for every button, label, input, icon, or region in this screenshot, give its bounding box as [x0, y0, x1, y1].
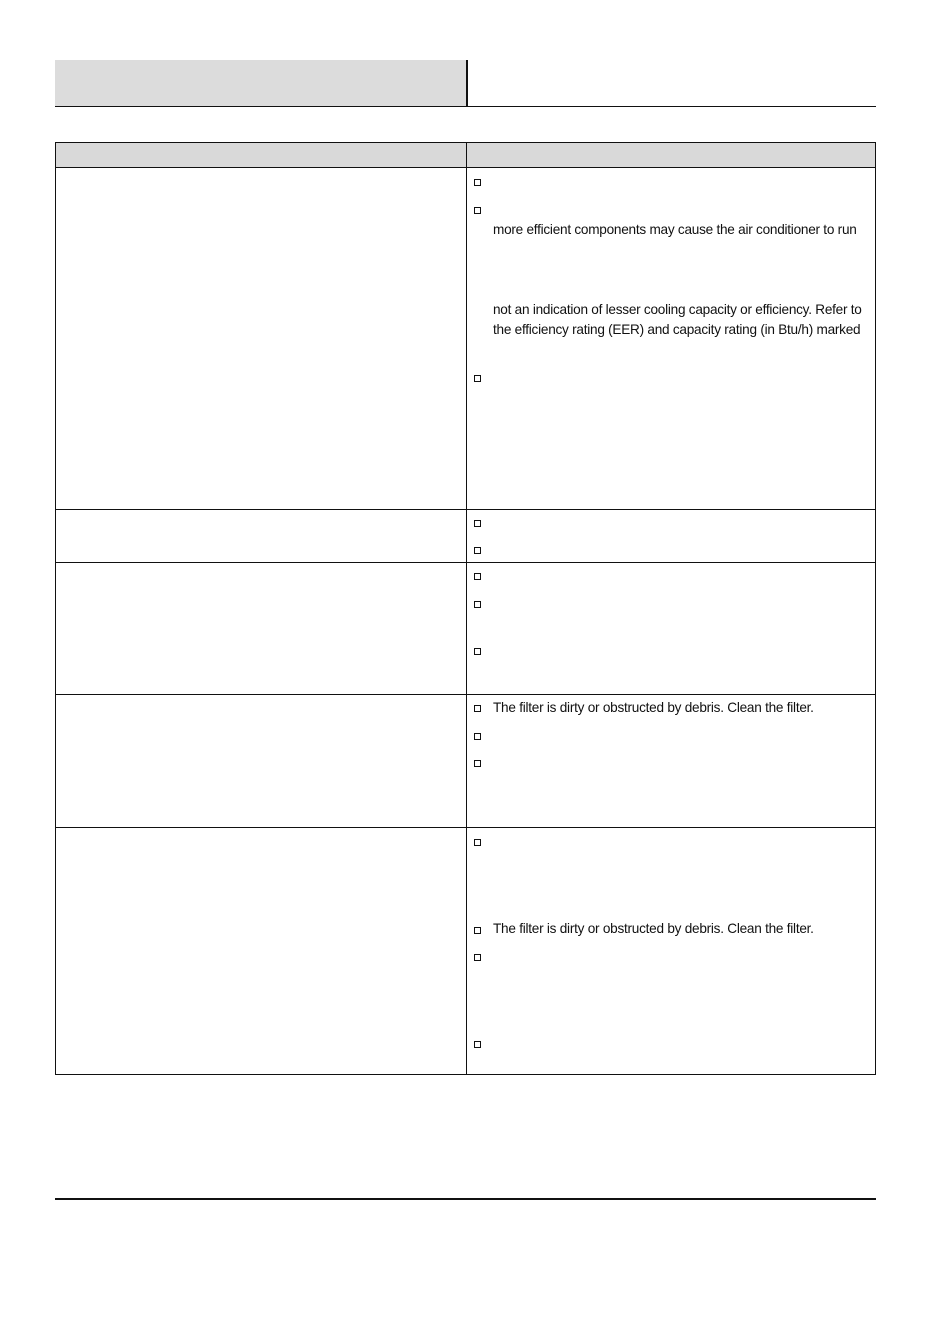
checkbox-icon: [474, 927, 481, 934]
row-divider: [56, 827, 875, 828]
checkbox-icon: [474, 760, 481, 767]
solution-text: more efficient components may cause the air conditioner to run: [493, 222, 857, 237]
header-rule: [55, 106, 876, 107]
checkbox-icon: [474, 207, 481, 214]
column-divider: [466, 143, 467, 1074]
row-divider: [56, 694, 875, 695]
checkbox-icon: [474, 705, 481, 712]
solution-text: the efficiency rating (EER) and capacity rating (in Btu/h) marked: [493, 322, 861, 337]
footer-rule: [55, 1198, 876, 1200]
checkbox-icon: [474, 520, 481, 527]
checkbox-icon: [474, 954, 481, 961]
checkbox-icon: [474, 733, 481, 740]
troubleshooting-table: [55, 142, 876, 1075]
header-divider: [466, 60, 468, 107]
checkbox-icon: [474, 179, 481, 186]
checkbox-icon: [474, 601, 481, 608]
checkbox-icon: [474, 375, 481, 382]
solution-text: not an indication of lesser cooling capacity or efficiency. Refer to: [493, 302, 862, 317]
solution-text: The filter is dirty or obstructed by debris. Clean the filter.: [493, 700, 814, 715]
checkbox-icon: [474, 1041, 481, 1048]
solution-text: The filter is dirty or obstructed by debris. Clean the filter.: [493, 921, 814, 936]
checkbox-icon: [474, 573, 481, 580]
checkbox-icon: [474, 547, 481, 554]
section-header-tab: [55, 60, 466, 107]
checkbox-icon: [474, 648, 481, 655]
checkbox-icon: [474, 839, 481, 846]
row-divider: [56, 509, 875, 510]
row-divider: [56, 562, 875, 563]
